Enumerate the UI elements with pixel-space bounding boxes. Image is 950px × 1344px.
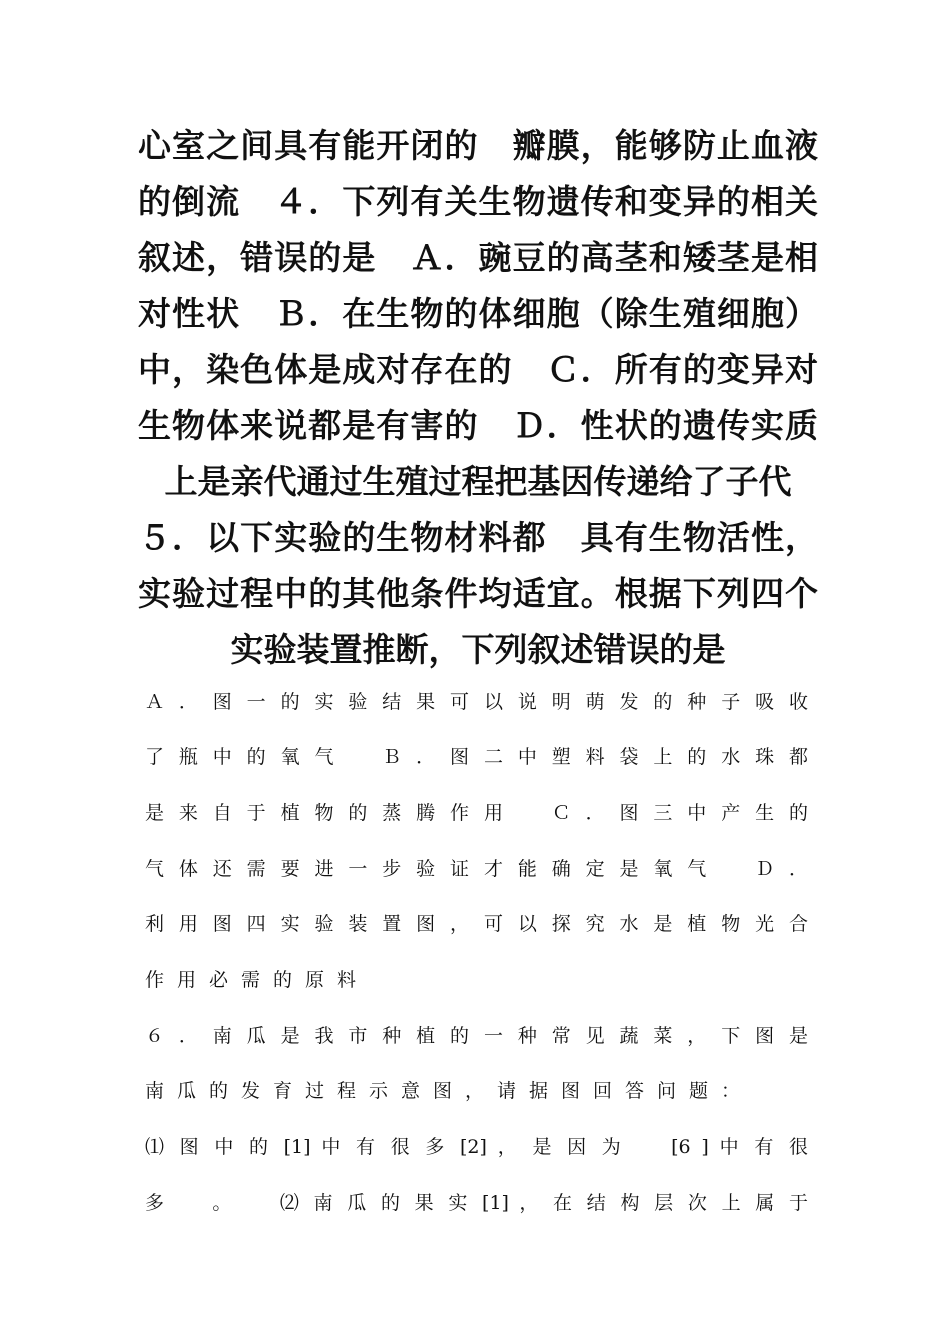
text-line-4: 对性状 Ｂ．在生物的体细胞（除生殖细胞） — [138, 294, 818, 333]
text-line-3: 叙述，错误的是 Ａ．豌豆的高茎和矮茎是相 — [138, 238, 818, 277]
question-6-line-1: ６ ． 南 瓜 是 我 市 种 植 的 一 种 常 见 蔬 菜 ， 下 图 是 — [145, 1025, 808, 1047]
text-line-7: 上是亲代通过生殖过程把基因传递给了子代 — [164, 462, 792, 501]
text-line-6: 生物体来说都是有害的 Ｄ．性状的遗传实质 — [138, 406, 818, 445]
option-line-2: 了 瓶 中 的 氧 气 Ｂ ． 图 二 中 塑 料 袋 上 的 水 珠 都 — [145, 746, 808, 768]
text-line-1: 心室之间具有能开闭的 瓣膜，能够防止血液 — [138, 126, 818, 165]
question-6-line-4: 多 。 ⑵ 南 瓜 的 果 实 [1] ， 在 结 构 层 次 上 属 于 — [145, 1192, 808, 1214]
option-line-1: Ａ ． 图 一 的 实 验 结 果 可 以 说 明 萌 发 的 种 子 吸 收 — [145, 691, 808, 713]
text-line-2: 的倒流 ４．下列有关生物遗传和变异的相关 — [138, 182, 818, 221]
text-line-10: 实验装置推断，下列叙述错误的是 — [230, 630, 726, 669]
question-6-line-2: 南瓜的发育过程示意图，请据图回答问题： — [145, 1080, 754, 1102]
option-line-3: 是 来 自 于 植 物 的 蒸 腾 作 用 Ｃ ． 图 三 中 产 生 的 — [145, 802, 808, 824]
option-line-4: 气 体 还 需 要 进 一 步 验 证 才 能 确 定 是 氧 气 Ｄ ． — [145, 858, 808, 880]
option-line-6: 作用必需的原料 — [145, 969, 370, 991]
question-6-line-3: ⑴ 图 中 的 [1] 中 有 很 多 [2] ， 是 因 为 [6 ] 中 有 很 — [145, 1136, 808, 1158]
text-line-9: 实验过程中的其他条件均适宜。根据下列四个 — [138, 574, 818, 613]
text-line-5: 中，染色体是成对存在的 Ｃ．所有的变异对 — [138, 350, 818, 389]
text-line-8: ５．以下实验的生物材料都 具有生物活性， — [138, 518, 818, 557]
option-line-5: 利 用 图 四 实 验 装 置 图 ， 可 以 探 究 水 是 植 物 光 合 — [145, 913, 808, 935]
